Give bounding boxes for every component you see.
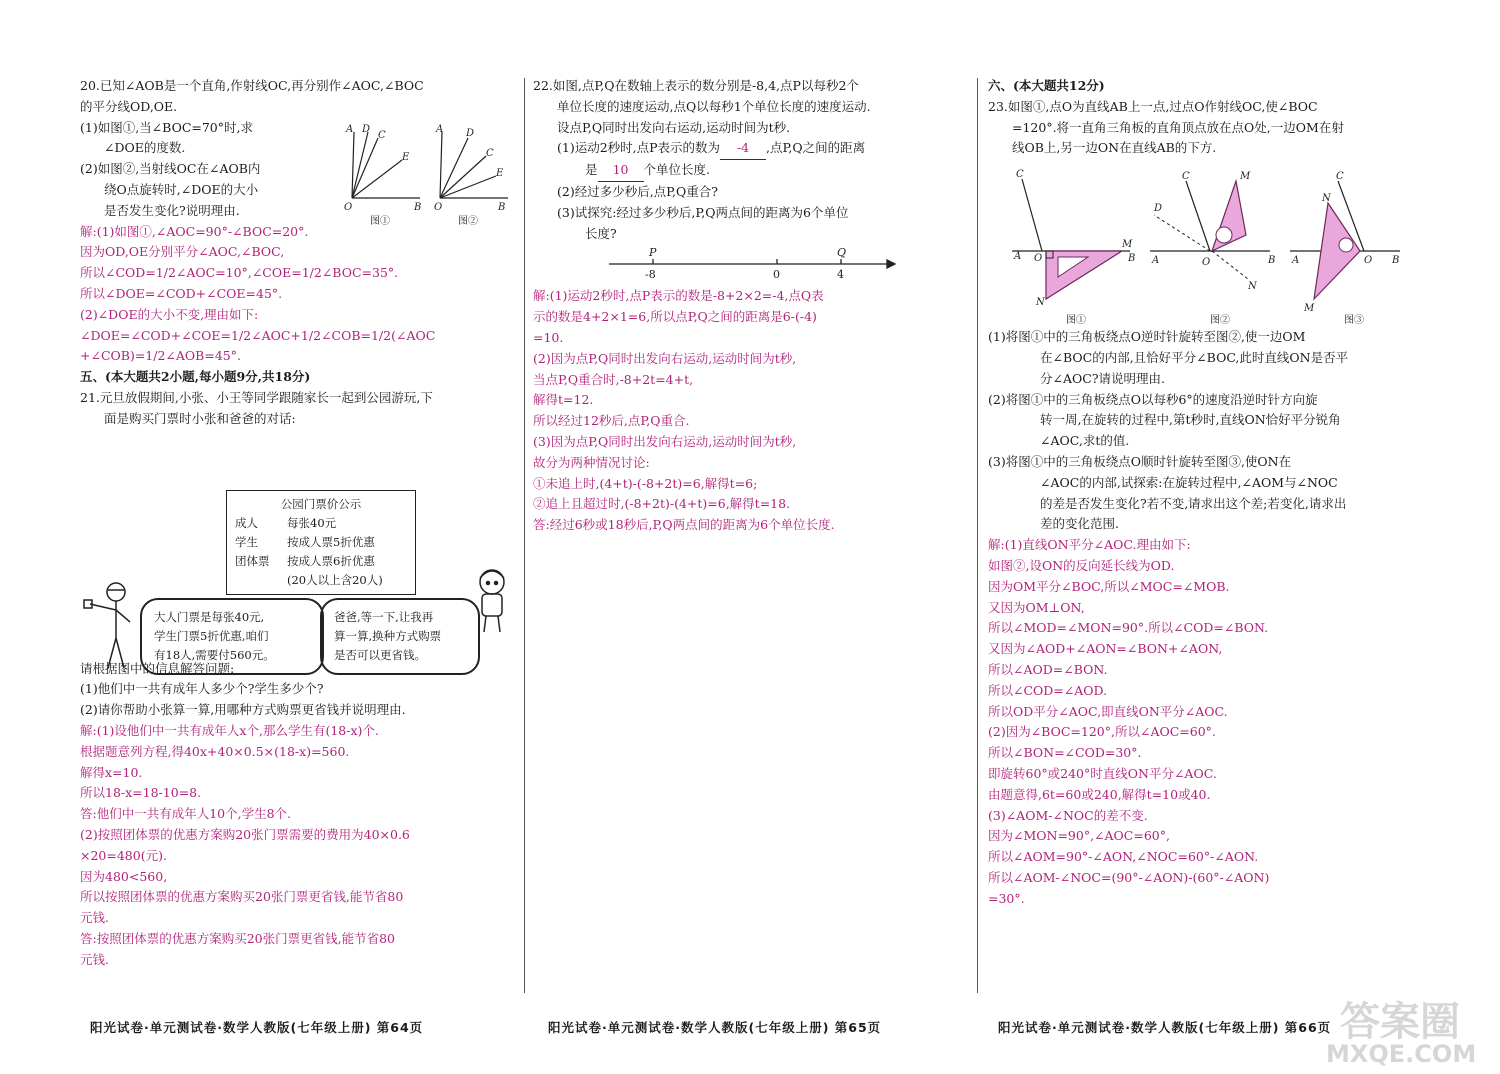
notice-row: 团体票 按成人票6折优惠 <box>235 554 375 568</box>
answer-line: 解:(1)如图①,∠AOC=90°-∠BOC=20°. <box>80 223 309 239</box>
answer-line: 因为OM平分∠BOC,所以∠MOC=∠MOB. <box>988 578 1230 594</box>
child-speech-bubble <box>320 598 480 675</box>
fig-letter-c: C <box>1336 171 1344 183</box>
answer-line: 即旋转60°或240°时直线ON平分∠AOC. <box>988 765 1217 781</box>
fig-letter-m: M <box>1240 171 1251 183</box>
answer-line: (2)因为∠BOC=120°,所以∠AOC=60°. <box>988 724 1216 740</box>
q23-part: (1)将图①中的三角板绕点O逆时针旋转至图②,使一边OM <box>988 329 1306 345</box>
answer-line: ②追上且超过时,(-8+2t)-(4+t)=6,解得t=18. <box>533 496 791 512</box>
answer-line: 当点P,Q重合时,-8+2t=4+t, <box>533 371 694 387</box>
watermark-url: MXQE.COM <box>1326 1040 1477 1068</box>
q22-line: 22.如图,点P,Q在数轴上表示的数分别是-8,4,点P以每秒2个 <box>533 78 859 93</box>
figure-1-label: 图① <box>370 216 390 227</box>
father-speech-bubble <box>140 598 324 675</box>
fig-letter-o: O <box>1202 257 1211 269</box>
notice-title: 公园门票价公示 <box>280 497 362 511</box>
page-footer-64: 阳光试卷·单元测试卷·数学人教版(七年级上册) 第64页 <box>90 1020 424 1035</box>
answer-line: 解得x=10. <box>80 764 143 780</box>
answer-line: 所以∠COD=1/2∠AOC=10°,∠COE=1/2∠BOC=35°. <box>80 265 399 281</box>
q22-line: 长度? <box>585 225 617 241</box>
bubble-line: 有18人,需要付560元。 <box>154 648 275 662</box>
answer-line: 所以按照团体票的优惠方案购买20张门票更省钱,能节省80 <box>80 889 404 905</box>
notice-row: (20人以上含20人) <box>287 573 383 587</box>
fig-letter-a: A <box>436 124 444 135</box>
q21-question: (2)请你帮助小张算一算,用哪种方式购票更省钱并说明理由. <box>80 702 406 718</box>
q22-part-1b: 是 10 个单位长度. <box>533 160 967 182</box>
figure-label: 图② <box>1210 315 1230 327</box>
answer-line: 所以OD平分∠AOC,即直线ON平分∠AOC. <box>988 703 1228 719</box>
fig-letter-c: C <box>486 148 494 159</box>
fig-letter-a: A <box>1152 255 1160 267</box>
q23-part: 的差是否发生变化?若不变,请求出这个差;若变化,请求出 <box>1040 495 1347 511</box>
answer-line: 所以∠MOD=∠MON=90°.所以∠COD=∠BON. <box>988 620 1269 636</box>
bubble-line: 学生门票5折优惠,咱们 <box>154 629 269 643</box>
answer-line: (2)按照团体票的优惠方案购20张门票需要的费用为40×0.6 <box>80 826 410 842</box>
answer-line: 元钱. <box>80 951 109 967</box>
answer-line: 所以∠AOM=90°-∠AON,∠NOC=60°-∠AON. <box>988 849 1259 865</box>
answer-line: +∠COB)=1/2∠AOB=45°. <box>80 348 241 364</box>
fig-letter-c: C <box>1016 169 1024 181</box>
q23-line: 23.如图①,点O为直线AB上一点,过点O作射线OC,使∠BOC <box>988 98 1318 114</box>
q21-line: 面是购买门票时小张和爸爸的对话: <box>104 410 296 426</box>
answer-line: =10. <box>533 329 564 345</box>
fig-letter-a: A <box>1292 255 1300 267</box>
fig-letter-m: M <box>1304 303 1315 315</box>
q23-part: ∠AOC的内部,试探索:在旋转过程中,∠AOM与∠NOC <box>1040 474 1338 490</box>
answer-line: 因为∠MON=90°,∠AOC=60°, <box>988 828 1170 844</box>
fig-letter-b: B <box>498 202 506 213</box>
q20-line: 20.已知∠AOB是一个直角,作射线OC,再分别作∠AOC,∠BOC <box>80 78 424 93</box>
answer-line: 故分为两种情况讨论: <box>533 454 650 470</box>
ticket-price-notice <box>226 490 416 595</box>
q23-line: 线OB上,另一边ON在直线AB的下方. <box>1012 140 1217 156</box>
point-q-label: Q <box>837 246 847 260</box>
answer-line: 根据题意列方程,得40x+40×0.5×(18-x)=560. <box>80 743 350 759</box>
answer-line: (3)因为点P,Q同时出发向右运动,运动时间为t秒, <box>533 433 797 449</box>
notice-row: 学生 按成人票5折优惠 <box>235 535 375 549</box>
column-divider <box>524 78 525 993</box>
q22-part-1: (1)运动2秒时,点P表示的数为 -4 ,点P,Q之间的距离 <box>533 138 967 160</box>
bubble-line: 大人门票是每张40元, <box>154 610 265 624</box>
fig-letter-b: B <box>1392 255 1400 267</box>
section-5-heading: 五、(本大题共2小题,每小题9分,共18分) <box>80 369 311 385</box>
fig-letter-b: B <box>1128 253 1136 265</box>
q20-line: 是否发生变化?说明理由. <box>104 202 240 218</box>
tick-label: 0 <box>773 268 780 282</box>
q20-figure-2 <box>430 120 520 230</box>
answer-line: 解:(1)运动2秒时,点P表示的数是-8+2×2=-4,点Q表 <box>533 288 824 304</box>
fig-letter-e: E <box>402 152 410 163</box>
bubble-line: 算一算,换种方式购票 <box>334 629 442 643</box>
answer-blank: 10 <box>598 160 644 182</box>
answer-line: (2)∠DOE的大小不变,理由如下: <box>80 306 259 322</box>
fig-letter-b: B <box>1268 255 1276 267</box>
fig-letter-n: N <box>1248 281 1257 293</box>
tick-label: -8 <box>645 268 656 282</box>
column-divider <box>977 78 978 993</box>
answer-line: 元钱. <box>80 910 109 926</box>
answer-line: 所以∠COD=∠AOD. <box>988 682 1108 698</box>
fig-letter-a: A <box>1014 251 1022 263</box>
answer-line: 答:按照团体票的优惠方案购买20张门票更省钱,能节省80 <box>80 930 395 946</box>
fig-letter-c: C <box>378 130 386 141</box>
figure-label: 图③ <box>1344 315 1364 327</box>
tick-label: 4 <box>837 268 844 282</box>
answer-line: (3)∠AOM-∠NOC的差不变. <box>988 807 1148 823</box>
point-p-label: P <box>649 246 657 260</box>
answer-line: 答:他们中一共有成年人10个,学生8个. <box>80 806 292 822</box>
answer-line: ×20=480(元). <box>80 847 167 863</box>
q21-question: (1)他们中一共有成年人多少个?学生多少个? <box>80 681 324 697</box>
fig-letter-m: M <box>1122 239 1133 251</box>
q20-line: ∠DOE的度数. <box>104 140 186 156</box>
answer-line: 如图②,设ON的反向延长线为OD. <box>988 557 1175 573</box>
q23-part: (3)将图①中的三角板绕点O顺时针旋转至图③,使ON在 <box>988 453 1292 469</box>
fig-letter-e: E <box>496 168 504 179</box>
fig-letter-o: O <box>1364 255 1373 267</box>
fig-letter-c: C <box>1182 171 1190 183</box>
answer-line: 所以∠BON=∠COD=30°. <box>988 745 1142 761</box>
answer-line: 又因为∠AOD+∠AON=∠BON+∠AON, <box>988 641 1223 657</box>
answer-line: 解得t=12. <box>533 392 594 408</box>
answer-line: 由题意得,6t=60或240,解得t=10或40. <box>988 786 1211 802</box>
answer-line: 因为OD,OE分别平分∠AOC,∠BOC, <box>80 244 285 260</box>
q20-line: 绕O点旋转时,∠DOE的大小 <box>104 181 259 197</box>
notice-row: 成人 每张40元 <box>235 516 337 530</box>
fig-letter-n: N <box>1036 297 1045 309</box>
q23-line: =120°.将一直角三角板的直角顶点放在点O处,一边OM在射 <box>1012 119 1344 135</box>
q23-part: 分∠AOC?请说明理由. <box>1040 370 1165 386</box>
q23-part: ∠AOC,求t的值. <box>1040 433 1130 449</box>
answer-line: 所以∠AOM-∠NOC=(90°-∠AON)-(60°-∠AON) <box>988 869 1270 885</box>
page-footer-66: 阳光试卷·单元测试卷·数学人教版(七年级上册) 第66页 <box>998 1020 1332 1035</box>
answer-line: ①未追上时,(4+t)-(-8+2t)=6,解得t=6; <box>533 475 758 491</box>
q23-answer <box>988 535 1424 909</box>
q22-line: (2)经过多少秒后,点P,Q重合? <box>557 183 718 199</box>
q21-question: 请根据图中的信息解答问题: <box>80 660 235 676</box>
answer-line: 又因为OM⊥ON, <box>988 599 1085 615</box>
father-cartoon-icon <box>82 578 138 670</box>
q23-part: 差的变化范围. <box>1040 516 1119 532</box>
q22-line: 设点P,Q同时出发向右运动,运动时间为t秒. <box>557 119 791 135</box>
q20-line: (1)如图①,当∠BOC=70°时,求 <box>80 119 253 135</box>
q23-figures <box>988 159 1424 327</box>
answer-line: 答:经过6秒或18秒后,P,Q两点间的距离为6个单位长度. <box>533 517 835 533</box>
figure-2-label: 图② <box>458 216 478 227</box>
fig-letter-a: A <box>346 124 354 135</box>
answer-line: =30°. <box>988 890 1025 906</box>
answer-line: 所以18-x=18-10=8. <box>80 785 202 801</box>
fig-letter-d: D <box>1154 203 1163 215</box>
answer-line: 所以∠AOD=∠BON. <box>988 661 1108 677</box>
column-page-65 <box>533 76 967 536</box>
answer-line: 示的数是4+2×1=6,所以点P,Q之间的距离是6-(-4) <box>533 309 817 325</box>
answer-line: ∠DOE=∠COD+∠COE=1/2∠AOC+1/2∠COB=1/2(∠AOC <box>80 327 436 343</box>
q20-figure-1 <box>340 120 430 230</box>
bubble-line: 爸爸,等一下,让我再 <box>334 610 434 624</box>
fig-letter-d: D <box>466 128 475 139</box>
answer-line: 所以∠DOE=∠COD+∠COE=45°. <box>80 285 283 301</box>
q20-line: (2)如图②,当射线OC在∠AOB内 <box>80 161 261 177</box>
answer-line: 因为480<560, <box>80 868 168 884</box>
column-page-66 <box>988 76 1424 910</box>
q21-answer <box>80 721 512 971</box>
answer-line: 所以经过12秒后,点P,Q重合. <box>533 413 690 429</box>
answer-line: 解:(1)设他们中一共有成年人x个,那么学生有(18-x)个. <box>80 722 379 738</box>
fig-letter-o: O <box>344 202 353 213</box>
q21-line: 21.元旦放假期间,小张、小王等同学跟随家长一起到公园游玩,下 <box>80 389 433 405</box>
fig-letter-b: B <box>414 202 422 213</box>
q22-line: 单位长度的速度运动,点Q以每秒1个单位长度的速度运动. <box>557 98 871 114</box>
watermark-logo: 答案圈 <box>1340 999 1460 1045</box>
bubble-line: 是否可以更省钱。 <box>334 648 426 662</box>
number-line-figure <box>533 246 967 286</box>
page-footer-65: 阳光试卷·单元测试卷·数学人教版(七年级上册) 第65页 <box>548 1020 882 1035</box>
fig-letter-d: D <box>362 124 371 135</box>
q23-part: (2)将图①中的三角板绕点O以每秒6°的速度沿逆时针方向旋 <box>988 391 1318 407</box>
answer-line: (2)因为点P,Q同时出发向右运动,运动时间为t秒, <box>533 350 797 366</box>
answer-blank: -4 <box>720 138 766 160</box>
q23-part: 在∠BOC的内部,且恰好平分∠BOC,此时直线ON是否平 <box>1040 349 1349 365</box>
section-6-heading: 六、(本大题共12分) <box>988 78 1105 93</box>
q20-line: 的平分线OD,OE. <box>80 98 178 114</box>
q22-line: (3)试探究:经过多少秒后,P,Q两点间的距离为6个单位 <box>557 204 849 220</box>
fig-letter-o: O <box>1034 253 1043 265</box>
fig-letter-o: O <box>434 202 443 213</box>
answer-line: 解:(1)直线ON平分∠AOC.理由如下: <box>988 537 1191 553</box>
q22-answer <box>533 286 967 536</box>
q20-answer <box>80 222 512 368</box>
fig-letter-n: N <box>1322 193 1331 205</box>
q23-part: 转一周,在旋转的过程中,第t秒时,直线ON恰好平分锐角 <box>1040 412 1341 428</box>
figure-label: 图① <box>1066 315 1086 327</box>
